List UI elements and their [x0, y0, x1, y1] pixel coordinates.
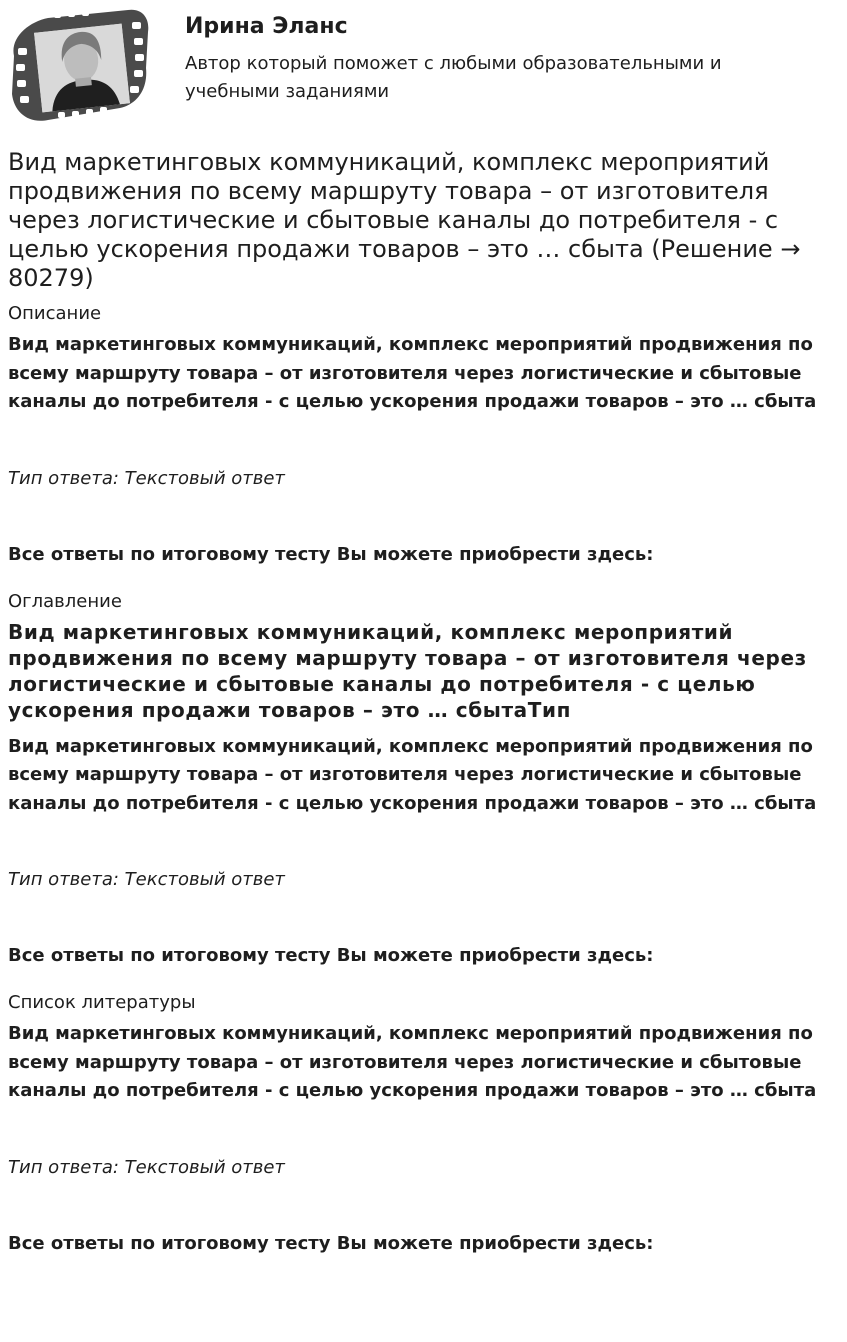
- description-answer-type: Тип ответа: Текстовый ответ: [8, 467, 285, 489]
- description-buy-text: Все ответы по итоговому тесту Вы можете приобрести здесь:: [8, 543, 654, 565]
- toc-section: [8, 589, 840, 971]
- author-avatar: [8, 8, 152, 126]
- references-buy-text: Все ответы по итоговому тесту Вы можете приобрести здесь:: [8, 1232, 654, 1254]
- references-question: Вид маркетинговых коммуникаций, комплекс мероприятий продвижения по всему маршруту товара – от изготовителя через логистические и сбытовые каналы до потребителя - с целью ускорения продажи товаров – это … сбыта: [8, 1023, 817, 1101]
- toc-heading: Вид маркетинговых коммуникаций, комплекс мероприятий продвижения по всему маршруту товара – от изготовителя через логистические и сбытовые каналы до потребителя - с целью ускорения продажи товаров – это … сбытаТип: [8, 619, 807, 722]
- toc-question: Вид маркетинговых коммуникаций, комплекс мероприятий продвижения по всему маршруту товара – от изготовителя через логистические и сбытовые каналы до потребителя - с целью ускорения продажи товаров – это … сбыта: [8, 735, 817, 814]
- author-block: [0, 0, 847, 130]
- references-section: [8, 990, 840, 1258]
- main-content: [8, 148, 840, 1258]
- page-title: Вид маркетинговых коммуникаций, комплекс мероприятий продвижения по всему маршруту товара – от изготовителя через логистические и сбытовые каналы до потребителя - с целью ускорения продажи товаров – это … сбыта (Решение → 80279): [8, 148, 801, 292]
- toc-answer-type: Тип ответа: Текстовый ответ: [8, 869, 285, 890]
- description-section: [8, 301, 840, 569]
- description-label: Описание: [8, 303, 102, 324]
- description-question: Вид маркетинговых коммуникаций, комплекс мероприятий продвижения по всему маршруту товара – от изготовителя через логистические и сбытовые каналы до потребителя - с целью ускорения продажи товаров – это … сбыта: [8, 334, 817, 412]
- references-label: Список литературы: [8, 992, 196, 1013]
- author-description: Автор который поможет с любыми образовательными и учебными заданиями: [185, 53, 722, 102]
- toc-buy-text: Все ответы по итоговому тесту Вы можете приобрести здесь:: [8, 945, 654, 966]
- author-name: Ирина Эланс: [185, 14, 348, 39]
- references-answer-type: Тип ответа: Текстовый ответ: [8, 1156, 285, 1178]
- toc-label: Оглавление: [8, 590, 122, 612]
